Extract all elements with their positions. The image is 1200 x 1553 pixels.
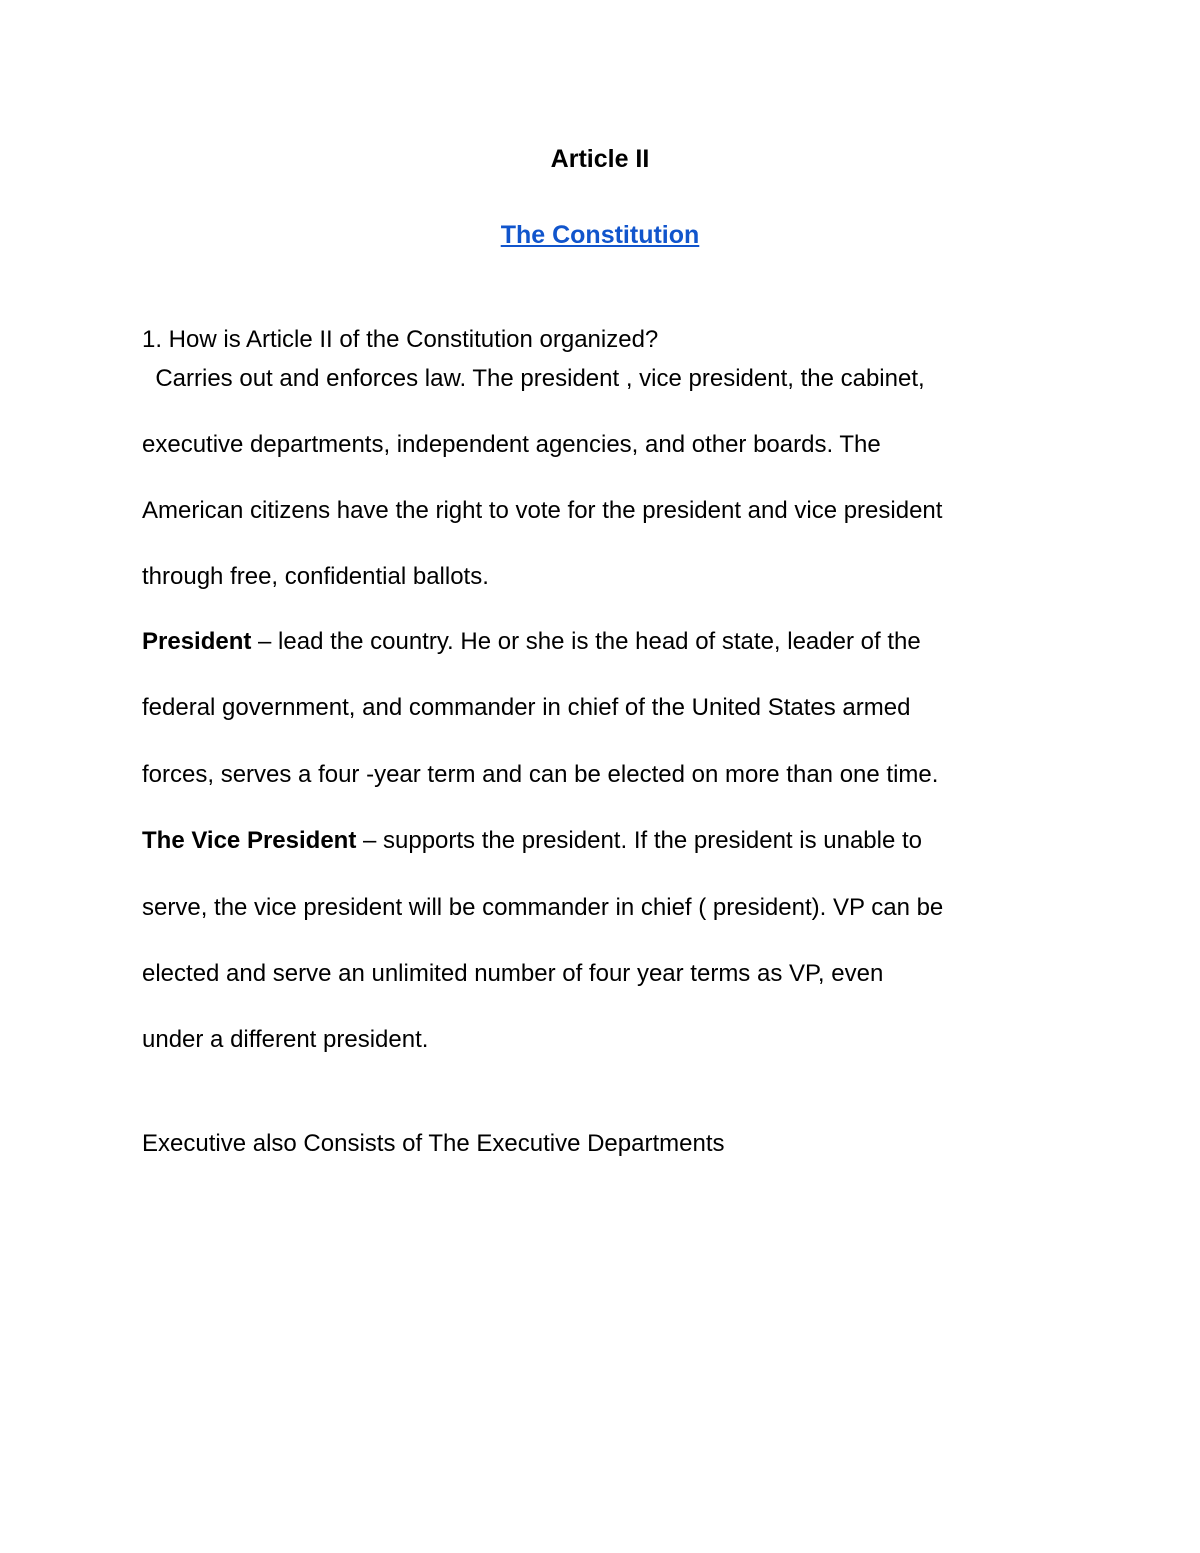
president-text: – lead the country. He or she is the head of state, leader of the <box>251 628 921 655</box>
answer-line: through free, confidential ballots. <box>142 563 489 590</box>
answer-line: American citizens have the right to vote for the president and vice president <box>142 497 943 524</box>
vice-president-term: The Vice President <box>142 827 357 854</box>
closing-text: Executive also Consists of The Executive Departments <box>142 1130 725 1157</box>
vice-president-paragraph-line <box>142 823 922 859</box>
page-subtitle <box>0 217 1200 253</box>
vice-president-paragraph-line: under a different president. <box>142 1026 429 1053</box>
president-paragraph-line <box>142 624 921 660</box>
answer-line: Carries out and enforces law. The president , vice president, the cabinet, <box>142 365 925 392</box>
vice-president-paragraph-line: elected and serve an unlimited number of four year terms as VP, even <box>142 960 884 987</box>
page-title: Article II <box>550 145 650 173</box>
vice-president-text: – supports the president. If the president is unable to <box>356 827 922 854</box>
president-term: President <box>142 628 252 655</box>
vice-president-paragraph-line: serve, the vice president will be commander in chief ( president). VP can be <box>142 894 944 921</box>
president-paragraph-line: federal government, and commander in chief of the United States armed <box>142 694 911 721</box>
constitution-link[interactable]: The Constitution <box>500 221 700 249</box>
question-text: 1. How is Article II of the Constitution organized? <box>142 326 659 353</box>
answer-line: executive departments, independent agencies, and other boards. The <box>142 431 881 458</box>
president-paragraph-line: forces, serves a four -year term and can be elected on more than one time. <box>142 761 939 788</box>
